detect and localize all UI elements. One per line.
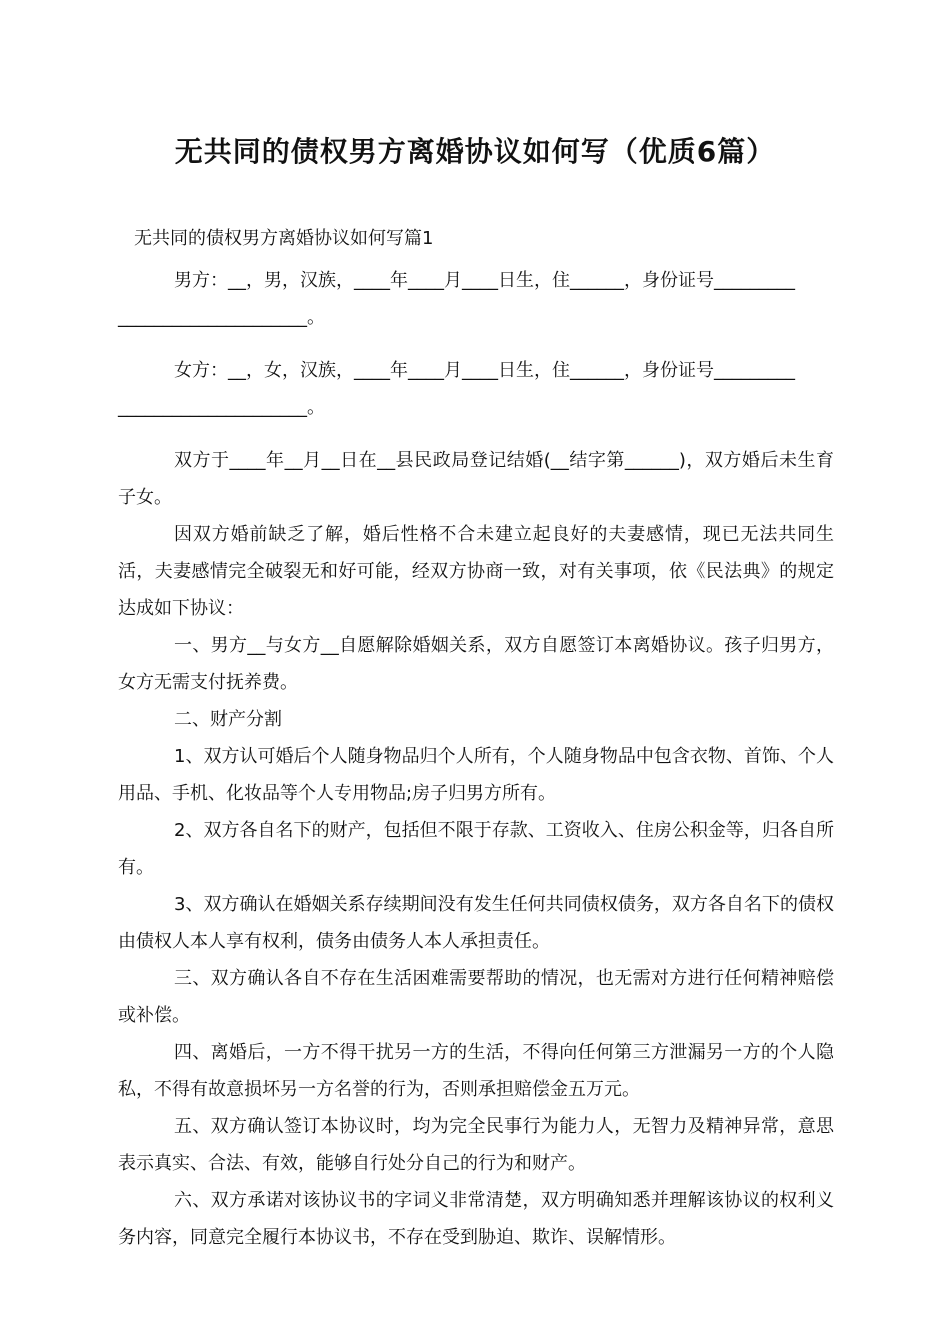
clause-2-item-1: 1、双方认可婚后个人随身物品归个人所有，个人随身物品中包含衣物、首饰、个人用品、手机、化妆品等个人专用物品;房子归男方所有。: [118, 746, 834, 804]
clause-4: 四、离婚后，一方不得干扰另一方的生活，不得向任何第三方泄漏另一方的个人隐私，不得有故意损坏另一方名誉的行为，否则承担赔偿金五万元。: [118, 1042, 834, 1100]
clause-5: 五、双方确认签订本协议时，均为完全民事行为能力人，无智力及精神异常，意思表示真实、合法、有效，能够自行处分自己的行为和财产。: [118, 1116, 834, 1174]
section-heading: 无共同的债权男方离婚协议如何写篇1: [134, 228, 434, 249]
female-party-line-cont: _____________________。: [118, 397, 325, 418]
clause-1: 一、男方__与女方__自愿解除婚姻关系，双方自愿签订本离婚协议。孩子归男方，女方无需支付抚养费。: [118, 635, 834, 693]
reason-paragraph: 因双方婚前缺乏了解，婚后性格不合未建立起良好的夫妻感情，现已无法共同生活，夫妻感情完全破裂无和好可能，经双方协商一致，对有关事项，依《民法典》的规定达成如下协议：: [118, 524, 834, 619]
clause-3: 三、双方确认各自不存在生活困难需要帮助的情况，也无需对方进行任何精神赔偿或补偿。: [118, 968, 834, 1026]
clause-2-heading: 二、财产分割: [174, 709, 282, 730]
document-body: [118, 262, 834, 1256]
marriage-paragraph: 双方于____年__月__日在__县民政局登记结婚(__结字第______)，双方婚后未生育子女。: [118, 450, 834, 508]
male-party-line-cont: _____________________。: [118, 307, 325, 328]
clause-2-item-3: 3、双方确认在婚姻关系存续期间没有发生任何共同债权债务，双方各自名下的债权由债权人本人享有权利，债务由债务人本人承担责任。: [118, 894, 834, 952]
male-party-line: 男方：__，男，汉族，____年____月____日生，住______，身份证号_________: [174, 270, 795, 291]
female-party-line: 女方：__，女，汉族，____年____月____日生，住______，身份证号_________: [174, 360, 795, 381]
document-title: 无共同的债权男方离婚协议如何写（优质6篇）: [174, 135, 776, 168]
clause-6: 六、双方承诺对该协议书的字词义非常清楚，双方明确知悉并理解该协议的权利义务内容，同意完全履行本协议书，不存在受到胁迫、欺诈、误解情形。: [118, 1190, 834, 1248]
clause-2-item-2: 2、双方各自名下的财产，包括但不限于存款、工资收入、住房公积金等，归各自所有。: [118, 820, 834, 878]
